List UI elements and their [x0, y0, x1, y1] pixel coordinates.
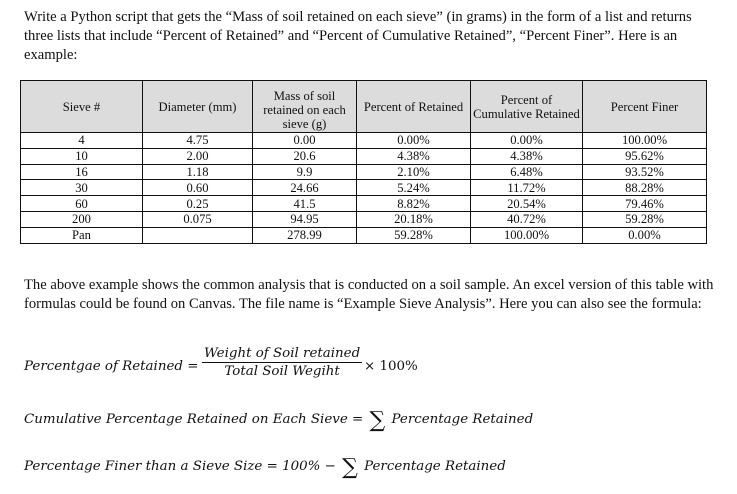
- table-row: [21, 164, 707, 180]
- formula-cumulative-retained: [24, 408, 533, 433]
- cell-percent-finer: 100.00%: [583, 133, 707, 149]
- header-mass: Mass of soil retained on each sieve (g): [253, 81, 357, 133]
- cell-percent-retained: 59.28%: [357, 227, 471, 243]
- cell-mass: 24.66: [253, 180, 357, 196]
- cell-sieve: Pan: [21, 227, 143, 243]
- table-row: [21, 211, 707, 227]
- cell-sieve: 10: [21, 148, 143, 164]
- formula1-lhs: Percentgae of Retained =: [24, 359, 199, 374]
- cell-diameter: 1.18: [143, 164, 253, 180]
- cell-percent-finer: 79.46%: [583, 196, 707, 212]
- table-row: [21, 227, 707, 243]
- explanation-paragraph: The above example shows the common analysis that is conducted on a soil sample. An excel version of this table with formulas could be found on Canvas. The file name is “Example Sieve Analysis”. Here you can also see the formula:: [24, 277, 714, 312]
- intro-paragraph: Write a Python script that gets the “Mass of soil retained on each sieve” (in grams) in the form of a list and returns three lists that include “Percent of Retained” and “Percent of Cumulative Retained”, “Percent Finer”. Here is an example:: [24, 9, 692, 63]
- cell-percent-cumulative: 100.00%: [471, 227, 583, 243]
- sieve-analysis-table: [20, 80, 707, 244]
- cell-percent-finer: 0.00%: [583, 227, 707, 243]
- formula1-numerator: Weight of Soil retained: [204, 346, 361, 361]
- cell-diameter: 0.25: [143, 196, 253, 212]
- cell-diameter: 2.00: [143, 148, 253, 164]
- header-percent-retained: Percent of Retained: [357, 81, 471, 133]
- cell-percent-retained: 4.38%: [357, 148, 471, 164]
- table-row: [21, 133, 707, 149]
- cell-diameter: [143, 227, 253, 243]
- cell-percent-cumulative: 6.48%: [471, 164, 583, 180]
- cell-mass: 0.00: [253, 133, 357, 149]
- cell-sieve: 30: [21, 180, 143, 196]
- cell-mass: 20.6: [253, 148, 357, 164]
- cell-percent-finer: 93.52%: [583, 164, 707, 180]
- formula1-multiplier: × 100%: [364, 359, 418, 374]
- header-diameter: Diameter (mm): [143, 81, 253, 133]
- sigma-symbol: ∑: [369, 408, 386, 433]
- cell-mass: 278.99: [253, 227, 357, 243]
- cell-percent-retained: 8.82%: [357, 196, 471, 212]
- cell-percent-finer: 95.62%: [583, 148, 707, 164]
- table-row: [21, 148, 707, 164]
- cell-percent-cumulative: 11.72%: [471, 180, 583, 196]
- cell-percent-finer: 59.28%: [583, 211, 707, 227]
- cell-percent-retained: 20.18%: [357, 211, 471, 227]
- cell-percent-cumulative: 4.38%: [471, 148, 583, 164]
- table-row: [21, 196, 707, 212]
- formula2-rhs: Percentage Retained: [391, 412, 534, 427]
- formula3-lhs: Percentage Finer than a Sieve Size = 100% −: [24, 459, 336, 474]
- cell-mass: 9.9: [253, 164, 357, 180]
- cell-sieve: 16: [21, 164, 143, 180]
- cell-percent-retained: 5.24%: [357, 180, 471, 196]
- cell-sieve: 60: [21, 196, 143, 212]
- cell-percent-cumulative: 0.00%: [471, 133, 583, 149]
- cell-diameter: 0.075: [143, 211, 253, 227]
- formula1-denominator: Total Soil Wegiht: [224, 364, 340, 379]
- sigma-symbol: ∑: [342, 455, 358, 480]
- cell-percent-cumulative: 20.54%: [471, 196, 583, 212]
- table-header-row: [21, 81, 707, 133]
- formula-percent-finer: [24, 455, 506, 480]
- formula2-lhs: Cumulative Percentage Retained on Each Sieve =: [24, 412, 364, 427]
- cell-mass: 41.5: [253, 196, 357, 212]
- header-percent-cumulative: Percent of Cumulative Retained: [471, 81, 583, 133]
- cell-diameter: 0.60: [143, 180, 253, 196]
- header-percent-finer: Percent Finer: [583, 81, 707, 133]
- cell-percent-retained: 2.10%: [357, 164, 471, 180]
- formula1-fraction: [202, 346, 362, 379]
- cell-percent-cumulative: 40.72%: [471, 211, 583, 227]
- cell-sieve: 4: [21, 133, 143, 149]
- header-sieve: Sieve #: [21, 81, 143, 133]
- cell-diameter: 4.75: [143, 133, 253, 149]
- cell-percent-retained: 0.00%: [357, 133, 471, 149]
- cell-sieve: 200: [21, 211, 143, 227]
- cell-percent-finer: 88.28%: [583, 180, 707, 196]
- cell-mass: 94.95: [253, 211, 357, 227]
- formula3-rhs: Percentage Retained: [364, 459, 506, 474]
- table-row: [21, 180, 707, 196]
